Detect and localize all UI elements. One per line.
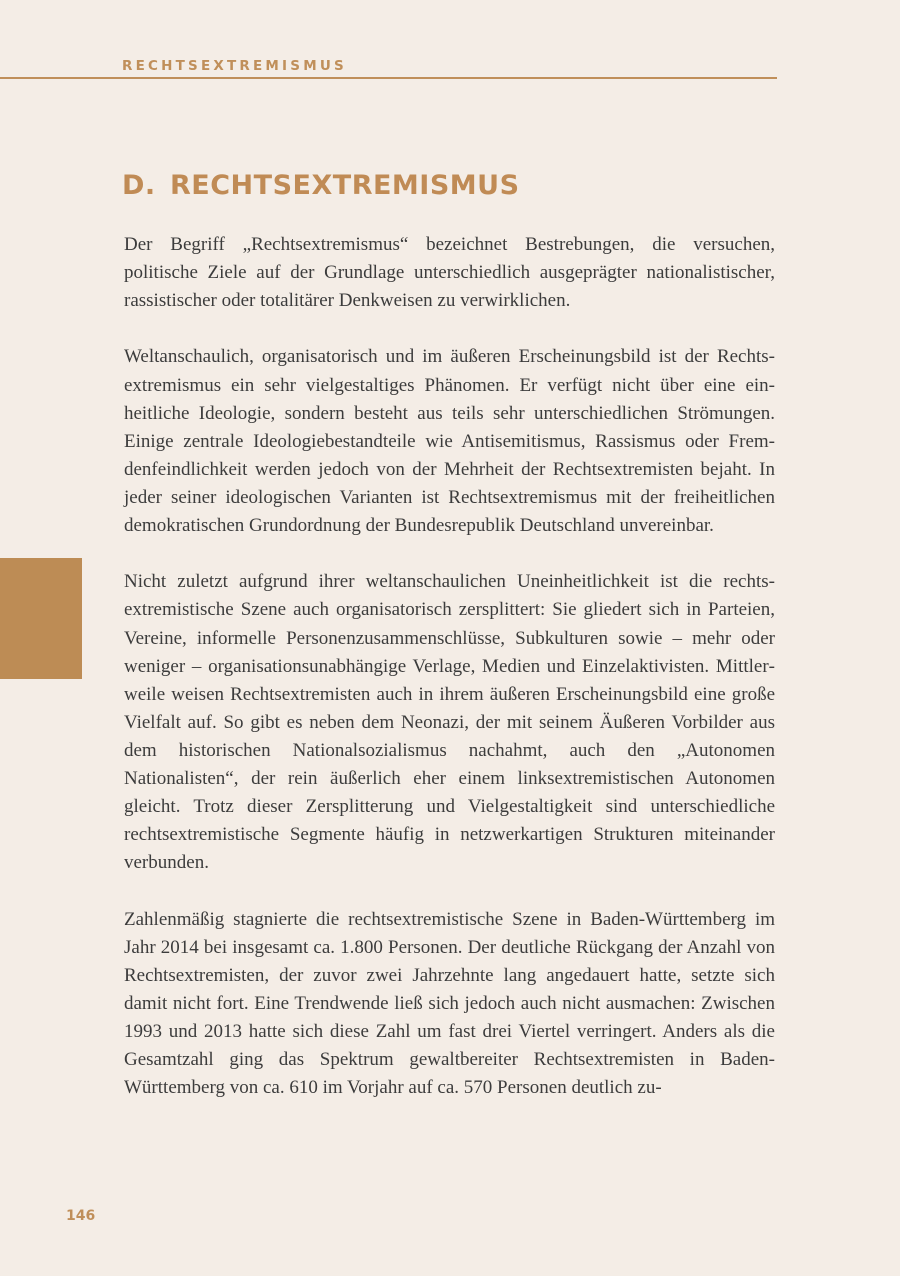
side-tab-marker: [0, 558, 82, 679]
body-text: [124, 231, 775, 1102]
paragraph-ideology: Weltanschaulich, organisatorisch und im äußeren Erscheinungsbild ist der Rechtsextremismus ein sehr vielgestaltiges Phänomen. Er verfügt nicht über eine einheitliche Ideologie, sondern besteht aus teils sehr unterschiedlichen Strömungen. Einige zentrale Ideologiebestandteile wie Antisemitismus, Rassismus oder Fremdenfeindlichkeit werden jedoch von der Mehrheit der Rechtsextremisten bejaht. In jeder seiner ideologischen Varianten ist Rechtsextremismus mit der freiheitlichen demokratischen Grundordnung der Bundesrepublik Deutschland unvereinbar.: [124, 346, 775, 537]
paragraph-organisation: Nicht zuletzt aufgrund ihrer weltanschaulichen Uneinheitlichkeit ist die rechtsextremistische Szene auch organisatorisch zersplittert: Sie gliedert sich in Parteien, Vereine, informelle Personenzusammenschlüsse, Subkulturen sowie – mehr oder weniger – organisationsunabhängige Verlage, Medien und Einzelaktivisten. Mittlerweile weisen Rechtsextremisten auch in ihrem äußeren Erscheinungsbild eine große Vielfalt auf. So gibt es neben dem Neonazi, der mit seinem Äußeren Vorbilder aus dem historischen Nationalsozialismus nachahmt, auch den „Autonomen Nationalisten“, der rein äußerlich eher einem linksextremistischen Autonomen gleicht. Trotz dieser Zersplitterung und Vielgestaltigkeit sind unterschiedliche rechtsextremistische Segmente häufig in netzwerkartigen Strukturen miteinander verbunden.: [124, 571, 775, 874]
paragraph-statistics: Zahlenmäßig stagnierte die rechtsextremistische Szene in Baden-Württemberg im Jahr 2014 bei insgesamt ca. 1.800 Personen. Der deutliche Rückgang der Anzahl von Rechtsextremisten, der zuvor zwei Jahrzehnte lang angedauert hatte, setzte sich damit nicht fort. Eine Trendwende ließ sich jedoch auch nicht ausmachen: Zwischen 1993 und 2013 hatte sich diese Zahl um fast drei Viertel verringert. Anders als die Gesamtzahl ging das Spektrum gewaltbereiter Rechtsextremisten in Baden-Württemberg von ca. 610 im Vorjahr auf ca. 570 Personen deutlich zu-: [124, 908, 775, 1099]
running-header: RECHTSEXTREMISMUS: [122, 58, 347, 74]
page-number: 146: [66, 1208, 96, 1224]
paragraph-definition: Der Begriff „Rechtsextremismus“ bezeichnet Bestrebungen, die versuchen, politische Ziele auf der Grundlage unterschiedlich ausgeprägter nationalistischer, rassistischer oder totalitärer Denkweisen zu verwirklichen.: [124, 234, 775, 312]
chapter-prefix: D.: [122, 170, 156, 201]
chapter-title: [122, 170, 520, 201]
chapter-heading: RECHTSEXTREMISMUS: [170, 170, 520, 201]
header-rule: [0, 77, 777, 79]
